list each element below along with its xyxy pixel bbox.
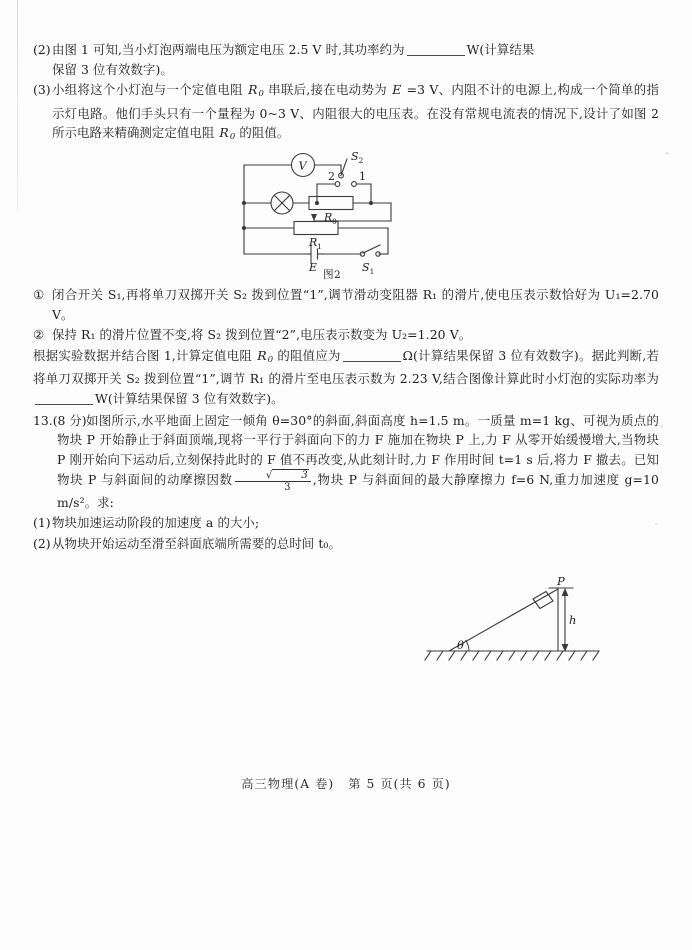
symbol-R0-subscript-2: 0 (229, 131, 236, 142)
figure-2-container (33, 151, 659, 283)
sub-1-text: 物块加速运动阶段的加速度 a 的大小; (52, 514, 260, 530)
item-3-text-c: =3 V、内阻不计的电源上,构成一个简单的指示灯电路。他们手头只有一个量程为 0~3 V、内阻很大的电压表。在没有常规电流表的情况下,设计了如图 2 所示电路来精确测定定值电阻 (52, 82, 659, 141)
symbol-R0-2: R (219, 125, 229, 141)
symbol-R0-3: R (257, 347, 267, 363)
step-marker-2: ② (33, 327, 45, 343)
question-13-sub-2 (33, 534, 659, 554)
page-edge-artifact (17, 0, 18, 212)
resistor-R0-label: R (324, 210, 333, 224)
page-content (33, 40, 659, 671)
resistor-R0-subscript: 0 (332, 216, 337, 226)
footer-subject: 高三物理(A 卷) (241, 777, 335, 791)
angle-theta-label: θ (457, 638, 464, 653)
answer-blank-resistance[interactable] (343, 361, 401, 362)
question-12-analysis (33, 346, 659, 409)
analysis-d: W(计算结果保留 3 位有效数字)。 (95, 390, 284, 406)
question-13-marker: 13.(8 分) (33, 412, 87, 428)
rheostat-R1-subscript: 1 (317, 241, 322, 251)
sub-marker-1: (1) (33, 514, 51, 530)
scan-speck (660, 425, 663, 428)
analysis-a: 根据实验数据并结合图 1,计算定值电阻 (33, 347, 257, 363)
contact-2-label: 2 (328, 169, 335, 183)
step-marker-1: ① (33, 286, 45, 302)
symbol-R0: R (248, 82, 258, 98)
question-13-body-1: 如图所示,水平地面上固定一倾角 θ=30°的斜面,斜面高度 h=1.5 m。一质量 m=1 kg、可视为质点的物块 P 开始静止于斜面顶端,现将一平行于斜面向下的力 F 施加在物块 P 上,力 F 从零开始缓慢增大,当物块 P 刚开始向下运动后,立刻保持此时的 F 值不再改变,从此刻计时,力 F 作用时间 t=1 s 后,将力 F 撤去。已知物块 P 与斜面间的动摩擦因数 (57, 412, 659, 488)
inclined-plane-diagram (421, 555, 661, 667)
switch-S2-label: S (351, 149, 359, 163)
mu-denominator: 3 (284, 482, 291, 494)
figure-3-container (33, 555, 659, 671)
question-12-item-2 (33, 40, 659, 79)
question-12-step-2 (33, 325, 659, 345)
item-3-text-b: 串联后,接在电动势为 (263, 82, 392, 98)
question-12-item-3 (33, 80, 659, 147)
footer-page-number: 第 5 页(共 6 页) (348, 777, 451, 791)
analysis-b: 的阻值应为 (273, 347, 341, 363)
height-h-label: h (569, 613, 577, 628)
item-2-line1a: 由图 1 可知,当小灯泡两端电压为额定电压 2.5 V 时,其功率约为 (52, 42, 405, 57)
analysis-text (33, 346, 659, 409)
item-marker-2: (2) (33, 42, 51, 57)
symbol-E: E (392, 82, 402, 98)
item-2-line2: 保留 3 位有效数字)。 (52, 61, 173, 77)
item-2-line1b: W(计算结果 (466, 42, 535, 57)
switch-S2-subscript: 2 (358, 155, 364, 165)
mu-fraction (235, 469, 311, 493)
scan-speck (665, 152, 669, 155)
block-P-label: P (557, 574, 565, 589)
sub-marker-2: (2) (33, 535, 51, 551)
item-marker-3: (3) (33, 82, 51, 98)
answer-blank-actual-power[interactable] (35, 404, 93, 405)
switch-S1-subscript: 1 (369, 266, 375, 276)
page-footer (0, 775, 692, 792)
symbol-R0-subscript-3: 0 (267, 353, 274, 364)
question-13-body (57, 411, 659, 513)
question-12-step-1 (33, 285, 659, 324)
item-3-text-a: 小组将这个小灯泡与一个定值电阻 (52, 82, 248, 98)
step-2-text: 保持 R₁ 的滑片位置不变,将 S₂ 拨到位置“2”,电压表示数变为 U₂=1.20 V。 (52, 327, 472, 343)
switch-S1-label: S (362, 260, 370, 274)
item-2-text (52, 40, 659, 79)
mu-numerator: √ 3 (235, 469, 311, 482)
step-1-text: 闭合开关 S₁,再将单刀双掷开关 S₂ 拨到位置“1”,调节滑动变阻器 R₁ 的滑片,使电压表示数恰好为 U₁=2.70 V。 (52, 286, 659, 322)
symbol-R0-subscript: 0 (258, 88, 264, 99)
item-3-text (52, 80, 659, 147)
question-13-body-2: ,物块 P 与斜面间的最大静摩擦力 f=6 N,重力加速度 g=10 m/s²。求: (57, 472, 659, 511)
item-3-text-d: 的阻值。 (235, 125, 290, 141)
battery-E-label: E (309, 260, 318, 274)
sub-2-text: 从物块开始运动至滑至斜面底端所需要的总时间 t₀。 (52, 535, 341, 551)
figure-2-caption: 图2 (323, 268, 342, 281)
contact-1-label: 1 (359, 169, 366, 183)
voltmeter-label: V (298, 159, 307, 173)
answer-blank-power[interactable] (407, 55, 465, 56)
question-13 (33, 411, 659, 513)
rheostat-R1-label: R (309, 235, 318, 249)
analysis-c: Ω(计算结果保留 3 位有效数字)。据此判断,若将单刀双掷开关 S₂ 拨到位置“1”,调节 R₁ 的滑片至电压表示数为 2.23 V,结合图像计算此时小灯泡的实际功率为 (33, 347, 659, 387)
question-13-sub-1 (33, 513, 659, 533)
